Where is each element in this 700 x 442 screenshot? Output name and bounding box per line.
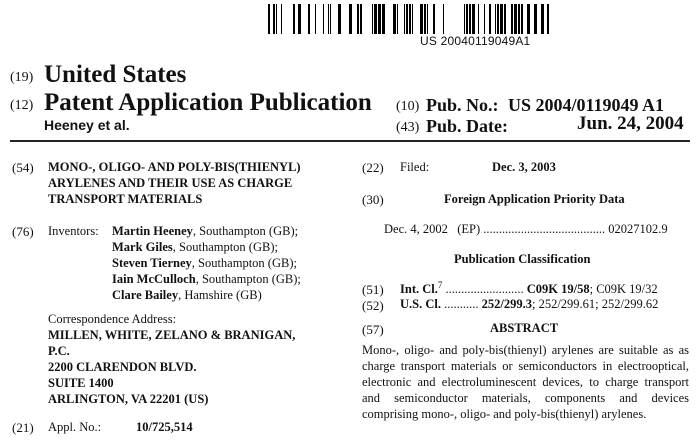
code-76: (76): [12, 224, 34, 239]
code-22: (22): [362, 160, 384, 175]
pub-date: Jun. 24, 2004: [577, 113, 684, 134]
abstract-text: Mono-, oligo- and poly-bis(thienyl) arylenes are suitable as as charge transport materials or semiconductors in electrooptical, electronic and electroluminescent devices, to charge transport and semiconductor materials, components and devices comprising mono-, oligo- and poly-bis(thienyl) arylenes.: [362, 343, 689, 421]
correspondence-line-1: MILLEN, WHITE, ZELANO & BRANIGAN,: [48, 328, 296, 342]
inventors-label: Inventors:: [48, 224, 99, 238]
correspondence-line-5: ARLINGTON, VA 22201 (US): [48, 392, 209, 406]
int-cl-entry: Int. Cl.$^7$ ......................... C09K 19/58; C09K 19/32: [400, 280, 658, 297]
code-43: (43): [396, 120, 420, 135]
code-57: (57): [362, 322, 384, 337]
title-line-2: ARYLENES AND THEIR USE AS CHARGE: [48, 176, 293, 190]
abstract-heading: ABSTRACT: [490, 321, 559, 335]
publication-classification-heading: Publication Classification: [454, 252, 591, 266]
title-line-3: TRANSPORT MATERIALS: [48, 192, 203, 206]
inventor-5: Clare Bailey, Hamshire (GB): [112, 288, 262, 302]
appl-no-label: Appl. No.:: [48, 420, 102, 434]
code-12: (12): [10, 98, 34, 113]
title-line-1: MONO-, OLIGO- AND POLY-BIS(THIENYL): [48, 160, 301, 174]
correspondence-line-2: P.C.: [48, 344, 70, 358]
code-30: (30): [362, 192, 384, 207]
pub-date-label: Pub. Date:: [426, 116, 508, 136]
inventor-3: Steven Tierney, Southampton (GB);: [112, 256, 297, 270]
inventor-4: Iain McCulloch, Southampton (GB);: [112, 272, 301, 286]
pub-no-label: Pub. No.:: [426, 95, 499, 115]
authors: Heeney et al.: [44, 117, 130, 133]
inventor-2: Mark Giles, Southampton (GB);: [112, 240, 278, 254]
country: United States: [44, 61, 187, 88]
correspondence-line-4: SUITE 1400: [48, 376, 114, 390]
pub-no: US 2004/0119049 A1: [508, 95, 665, 115]
inventor-1: Martin Heeney, Southampton (GB);: [112, 224, 299, 238]
correspondence-label: Correspondence Address:: [48, 312, 177, 326]
doc-type: Patent Application Publication: [44, 89, 372, 116]
code-51: (51): [362, 282, 384, 297]
us-cl-entry: U.S. Cl. ........... 252/299.3; 252/299.61; 252/299.62: [400, 297, 659, 311]
code-19: (19): [10, 70, 34, 85]
code-52: (52): [362, 298, 384, 313]
code-10: (10): [396, 99, 420, 114]
barcode: [268, 4, 558, 34]
foreign-priority-entry: Dec. 4, 2002 (EP) ....................................... 02027102.9: [384, 222, 668, 236]
code-21: (21): [12, 420, 34, 435]
correspondence-line-3: 2200 CLARENDON BLVD.: [48, 360, 197, 374]
barcode-number: US 20040119049A1: [420, 34, 531, 48]
filed-date: Dec. 3, 2003: [492, 160, 556, 174]
appl-no: 10/725,514: [136, 420, 193, 434]
header-rule: [10, 140, 690, 142]
filed-label: Filed:: [400, 160, 430, 174]
foreign-priority-heading: Foreign Application Priority Data: [444, 192, 625, 206]
code-54: (54): [12, 160, 34, 175]
